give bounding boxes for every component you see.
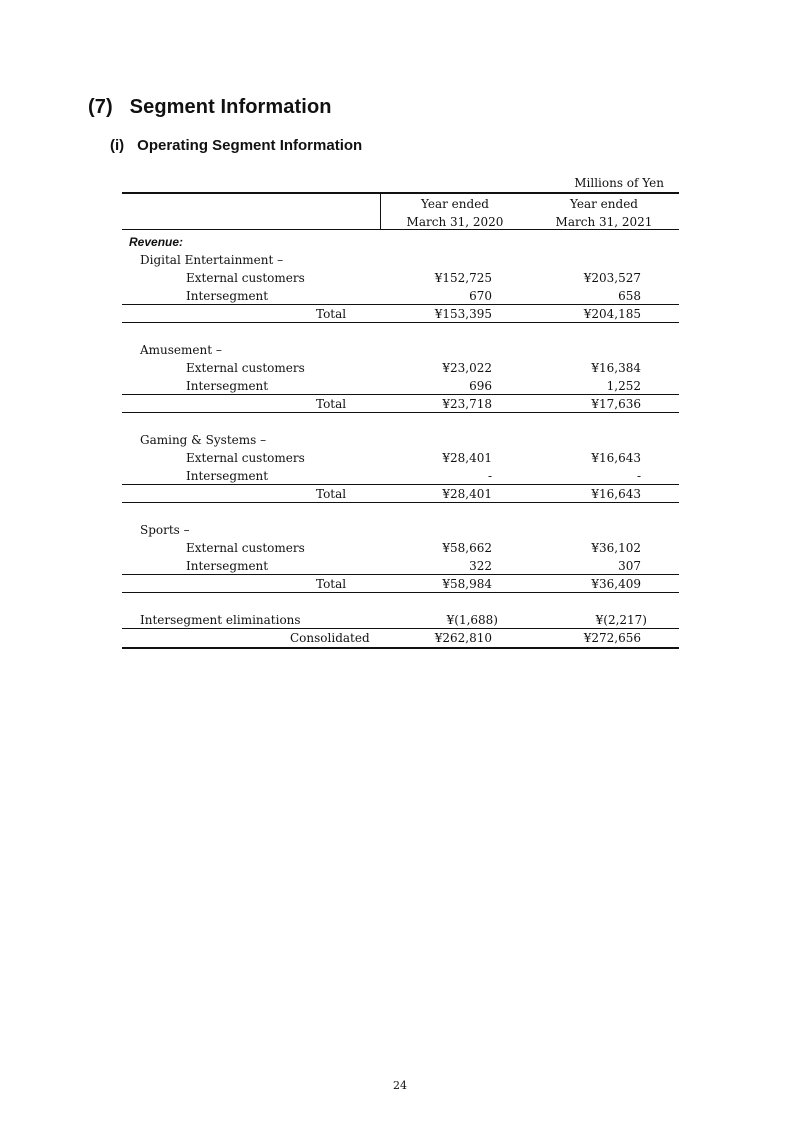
section-heading <box>88 96 332 119</box>
header-bottom-rule <box>122 229 679 230</box>
total-rule <box>122 502 679 503</box>
segment-name-row <box>122 251 679 269</box>
segment-name-row <box>122 431 679 449</box>
value-2021: ¥16,643 <box>591 451 641 465</box>
total-rule <box>122 412 679 413</box>
row-label: Intersegment <box>186 379 269 393</box>
consolidated-label: Consolidated <box>290 631 370 645</box>
column-header-2021-line1: Year ended <box>570 197 638 211</box>
subsection-number: (i) <box>110 137 125 154</box>
total-row <box>122 305 679 323</box>
value-2021: 307 <box>618 559 641 573</box>
value-2021: ¥16,643 <box>591 487 641 501</box>
value-2020: 322 <box>469 559 492 573</box>
column-header-2020-line2: March 31, 2020 <box>406 215 504 229</box>
section-title: Segment Information <box>129 96 332 118</box>
total-label: Total <box>316 577 347 591</box>
table-row <box>122 269 679 287</box>
total-label: Total <box>316 487 347 501</box>
revenue-title: Revenue: <box>129 235 184 249</box>
segment-name: Amusement – <box>140 343 222 357</box>
value-2021: ¥16,384 <box>591 361 641 375</box>
consolidated-row <box>122 629 679 647</box>
total-label: Total <box>316 307 347 321</box>
value-2020: - <box>487 469 492 483</box>
value-2020: ¥23,718 <box>442 397 492 411</box>
table-row <box>122 287 679 305</box>
total-rule <box>122 322 679 323</box>
value-2020: ¥58,662 <box>442 541 492 555</box>
table-row <box>122 449 679 467</box>
row-label: External customers <box>186 451 305 465</box>
value-2021: ¥36,409 <box>591 577 641 591</box>
page-number: 24 <box>393 1079 407 1092</box>
segment-name: Sports – <box>140 523 190 537</box>
segment-name-row <box>122 521 679 539</box>
table-row <box>122 359 679 377</box>
value-2021: 1,252 <box>606 379 641 393</box>
row-label: External customers <box>186 541 305 555</box>
value-2021: ¥272,656 <box>583 631 641 645</box>
table-top-rule <box>122 192 679 194</box>
row-label: Intersegment <box>186 559 269 573</box>
row-label: External customers <box>186 271 305 285</box>
value-2021: ¥17,636 <box>591 397 641 411</box>
segment-name: Gaming & Systems – <box>140 433 267 447</box>
eliminations-label: Intersegment eliminations <box>140 613 301 627</box>
section-number: (7) <box>88 96 113 118</box>
table-row <box>122 557 679 575</box>
value-2020: ¥152,725 <box>434 271 492 285</box>
total-row <box>122 395 679 413</box>
row-label: Intersegment <box>186 289 269 303</box>
eliminations-row <box>122 611 679 629</box>
value-2021: 658 <box>618 289 641 303</box>
row-label: Intersegment <box>186 469 269 483</box>
value-2020: ¥58,984 <box>442 577 492 591</box>
value-2020: ¥262,810 <box>434 631 492 645</box>
value-2021: ¥36,102 <box>591 541 641 555</box>
row-label: External customers <box>186 361 305 375</box>
total-label: Total <box>316 397 347 411</box>
table-row <box>122 539 679 557</box>
column-header-2021-line2: March 31, 2021 <box>555 215 653 229</box>
value-2020: ¥153,395 <box>434 307 492 321</box>
value-2020: 696 <box>469 379 492 393</box>
value-2021: ¥204,185 <box>583 307 641 321</box>
value-2020: ¥28,401 <box>442 487 492 501</box>
value-2020: ¥28,401 <box>442 451 492 465</box>
table-row <box>122 467 679 485</box>
table-row <box>122 377 679 395</box>
column-header-2020 <box>380 195 530 231</box>
value-2020: ¥(1,688) <box>446 613 498 627</box>
segment-name: Digital Entertainment – <box>140 253 284 267</box>
column-header-2021 <box>529 195 679 231</box>
column-header-2020-line1: Year ended <box>421 197 489 211</box>
value-2021: ¥203,527 <box>583 271 641 285</box>
total-rule <box>122 592 679 593</box>
value-2020: 670 <box>469 289 492 303</box>
total-row <box>122 485 679 503</box>
subsection-heading <box>110 137 362 154</box>
value-2021: - <box>636 469 641 483</box>
subsection-title: Operating Segment Information <box>137 137 363 154</box>
segment-name-row <box>122 341 679 359</box>
total-row <box>122 575 679 593</box>
value-2021: ¥(2,217) <box>595 613 647 627</box>
units-label: Millions of Yen <box>574 176 664 190</box>
value-2020: ¥23,022 <box>442 361 492 375</box>
table-bottom-rule <box>122 647 679 649</box>
